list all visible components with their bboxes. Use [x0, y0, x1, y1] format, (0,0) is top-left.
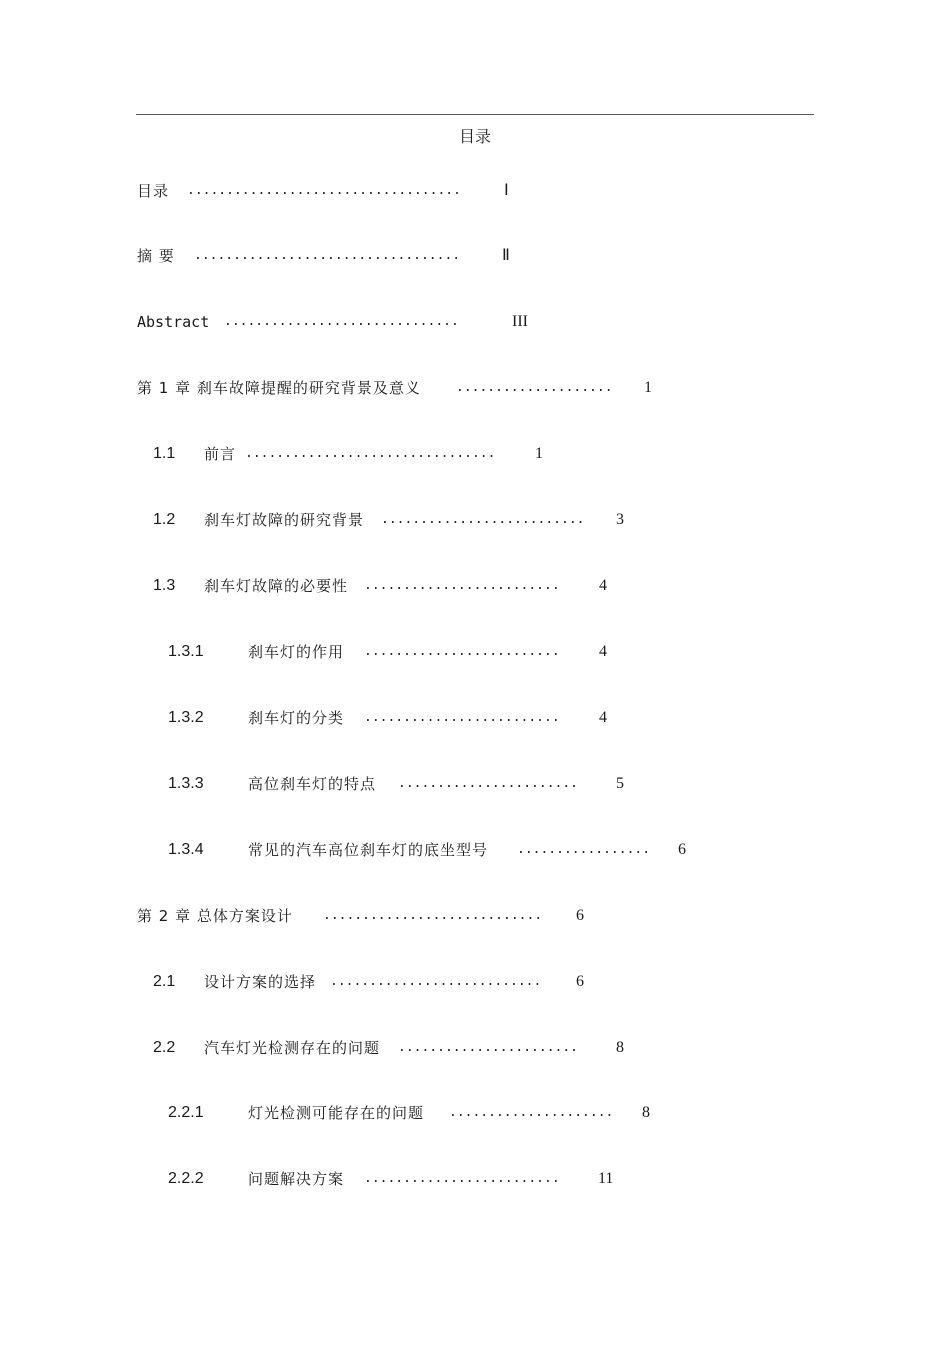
toc-entry-number: 1.3.1 [168, 643, 204, 660]
toc-entry-title: 刹车灯故障的必要性 [204, 577, 349, 595]
toc-entry-leader: ......................... [364, 1171, 560, 1186]
toc-entry-abstract-en[interactable] [137, 311, 557, 333]
toc-entry-contents[interactable] [137, 180, 537, 202]
toc-entry-section-1-3-1[interactable] [168, 641, 648, 663]
toc-entry-page: Ⅰ [504, 182, 509, 199]
toc-entry-section-2-2[interactable] [153, 1037, 653, 1059]
toc-entry-leader: ......................... [364, 644, 560, 659]
toc-entry-page: 11 [598, 1170, 614, 1187]
toc-entry-number: 1.3.3 [168, 775, 204, 792]
toc-entry-title: 设计方案的选择 [204, 973, 317, 991]
toc-entry-leader: ....................... [398, 776, 579, 791]
toc-entry-title: 摘 要 [137, 247, 175, 265]
toc-entry-leader: ................................ [245, 446, 496, 461]
toc-entry-title: 刹车灯的作用 [248, 643, 345, 661]
toc-entry-leader: ................. [517, 842, 651, 857]
toc-entry-page: 3 [616, 511, 624, 528]
toc-entry-page: III [512, 313, 528, 330]
toc-entry-page: 1 [535, 445, 543, 462]
toc-entry-number: 1.1 [153, 445, 176, 462]
toc-entry-section-2-1[interactable] [153, 971, 633, 993]
toc-entry-number: 2.1 [153, 973, 176, 990]
toc-entry-number: 1.3.4 [168, 841, 204, 858]
toc-entry-leader: ......................... [364, 578, 560, 593]
toc-entry-title: 刹车灯的分类 [248, 709, 345, 727]
toc-entry-page: 6 [576, 907, 584, 924]
header-rule [136, 114, 814, 115]
toc-entry-title: Abstract [137, 313, 210, 331]
toc-entry-section-1-3[interactable] [153, 575, 653, 597]
toc-entry-title: 灯光检测可能存在的问题 [248, 1104, 425, 1122]
toc-entry-leader: ........................... [330, 974, 542, 989]
toc-entry-number: 1.3.2 [168, 709, 204, 726]
toc-entry-section-2-2-1[interactable] [168, 1102, 668, 1124]
toc-entry-chapter-2[interactable] [137, 905, 617, 927]
toc-entry-page: 4 [599, 709, 607, 726]
toc-entry-page: 1 [644, 379, 652, 396]
toc-entry-number: 1.2 [153, 511, 176, 528]
toc-entry-page: 8 [642, 1104, 650, 1121]
toc-entry-chapter-1[interactable] [137, 377, 677, 399]
toc-entry-leader: .............................. [224, 314, 459, 329]
toc-entry-leader: .................................. [194, 248, 461, 263]
toc-entry-leader: ....................... [398, 1040, 579, 1055]
toc-entry-leader: ................................... [187, 183, 461, 198]
toc-entry-section-1-3-2[interactable] [168, 707, 648, 729]
toc-entry-number: 2.2.2 [168, 1170, 204, 1187]
toc-entry-page: 8 [616, 1039, 624, 1056]
toc-entry-section-1-3-4[interactable] [168, 839, 708, 861]
toc-entry-page: 4 [599, 643, 607, 660]
toc-entry-leader: ..................... [449, 1105, 614, 1120]
toc-entry-leader: ......................... [364, 710, 560, 725]
toc-entry-page: 6 [576, 973, 584, 990]
toc-entry-section-1-2[interactable] [153, 509, 653, 531]
toc-entry-page: 5 [616, 775, 624, 792]
toc-entry-title: 第 2 章 总体方案设计 [137, 907, 293, 925]
toc-entry-leader: .......................... [381, 512, 585, 527]
toc-entry-title: 高位刹车灯的特点 [248, 775, 377, 793]
toc-entry-title: 问题解决方案 [248, 1170, 345, 1188]
toc-entry-title: 汽车灯光检测存在的问题 [204, 1039, 381, 1057]
toc-entry-abstract-cn[interactable] [137, 245, 537, 267]
toc-entry-number: 1.3 [153, 577, 176, 594]
toc-entry-title: 前言 [204, 445, 237, 463]
toc-entry-number: 2.2.1 [168, 1104, 204, 1121]
toc-entry-page: 6 [678, 841, 686, 858]
toc-entry-number: 2.2 [153, 1039, 176, 1056]
toc-entry-leader: ............................ [323, 908, 543, 923]
toc-entry-title: 第 1 章 刹车故障提醒的研究背景及意义 [137, 379, 421, 397]
toc-entry-section-2-2-2[interactable] [168, 1168, 648, 1190]
toc-entry-title: 目录 [137, 182, 170, 200]
toc-heading: 目录 [458, 127, 491, 146]
toc-entry-page: Ⅱ [502, 247, 510, 264]
toc-entry-page: 4 [599, 577, 607, 594]
toc-entry-section-1-1[interactable] [153, 443, 573, 465]
toc-entry-leader: .................... [456, 380, 613, 395]
toc-entry-title: 常见的汽车高位刹车灯的底坐型号 [248, 841, 489, 859]
toc-entry-section-1-3-3[interactable] [168, 773, 648, 795]
toc-entry-title: 刹车灯故障的研究背景 [204, 511, 365, 529]
